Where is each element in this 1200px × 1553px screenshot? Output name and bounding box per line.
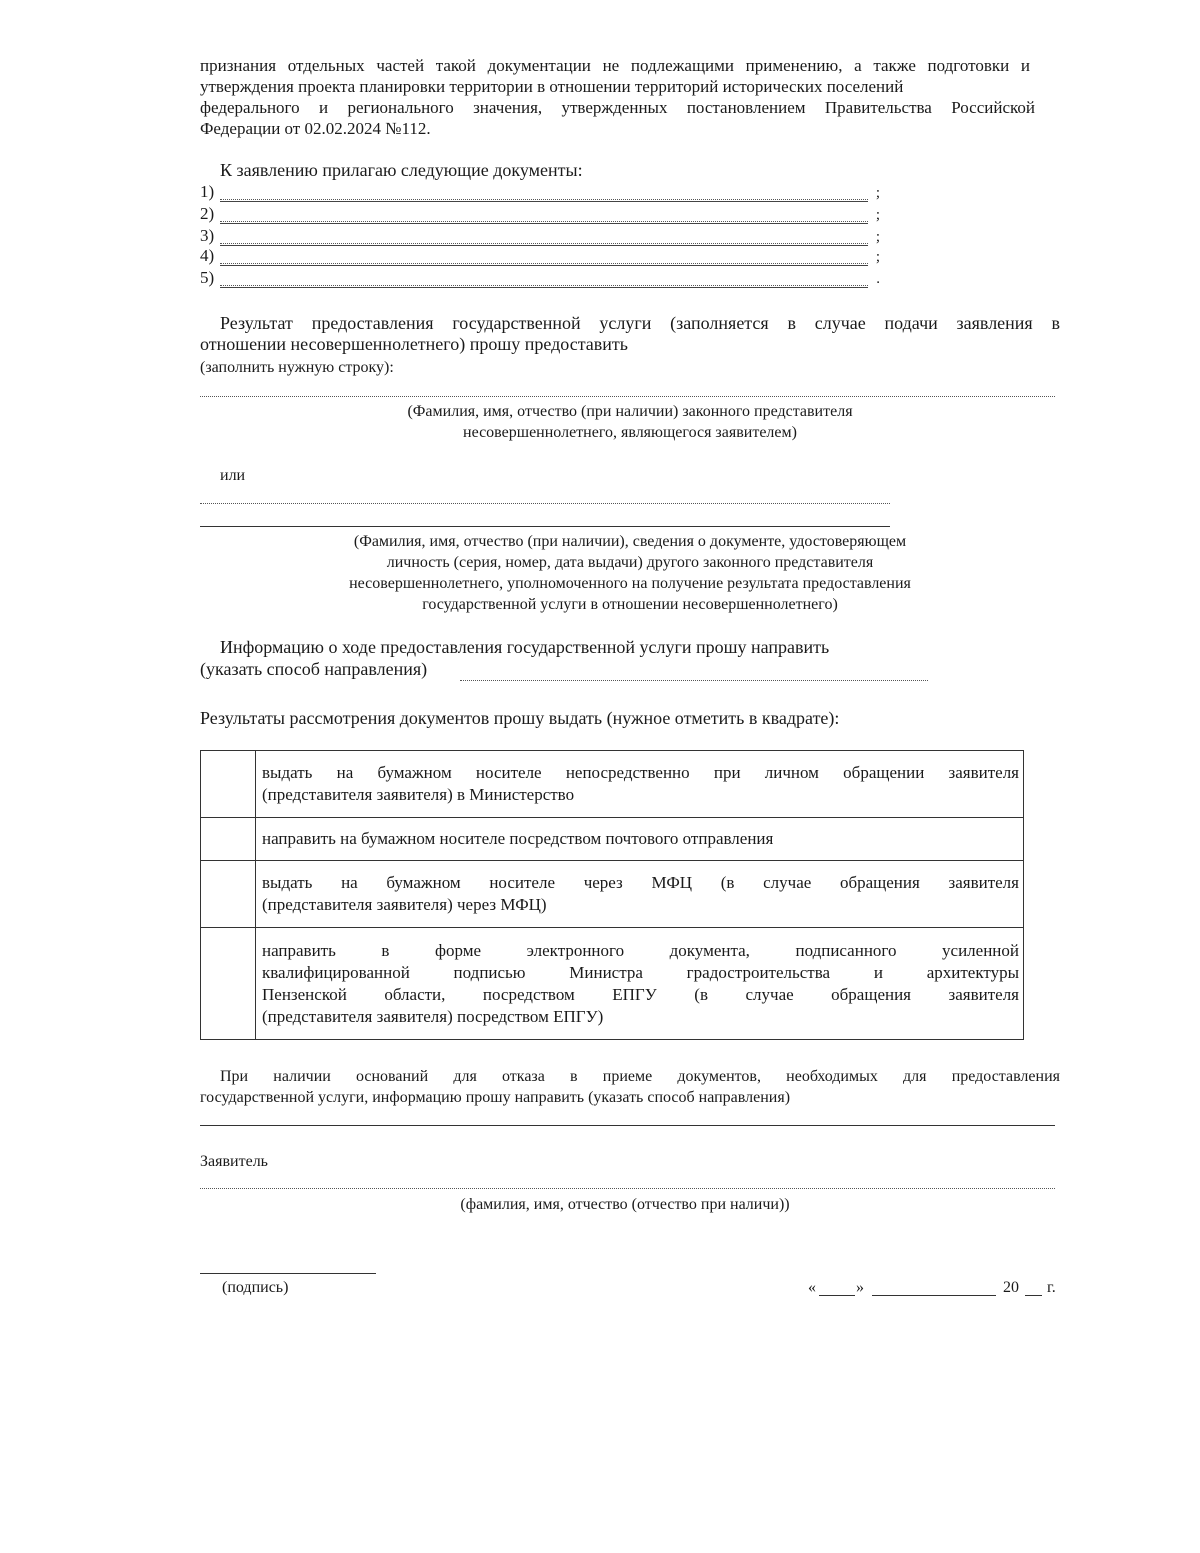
attachment-number: 5) [200, 268, 215, 287]
info-line-1: Информацию о ходе предоставления государственной услуги прошу направить [220, 637, 830, 657]
attachment-fill-line[interactable] [220, 221, 868, 222]
legal-rep-caption-2: несовершеннолетнего, являющегося заявителем) [463, 424, 797, 441]
attachment-fill-line[interactable] [220, 199, 868, 200]
intro-line-1: признания отдельных частей такой документации не подлежащими применению, а также подготовки и [200, 56, 1030, 75]
option-line: направить на бумажном носителе посредством почтового отправления [262, 829, 774, 848]
attachment-fill-line[interactable] [220, 263, 868, 264]
attachment-terminator: ; [875, 229, 880, 245]
result-line-2: отношении несовершеннолетнего) прошу предоставить [200, 334, 628, 354]
intro-line-3: федерального и регионального значения, утвержденных постановлением Правительства Российской [200, 98, 1035, 117]
option-line: выдать на бумажном носителе через МФЦ (в случае обращения заявителя [262, 873, 1019, 892]
other-rep-caption-1: (Фамилия, имя, отчество (при наличии), сведения о документе, удостоверяющем [353, 533, 907, 550]
info-method-fill-line[interactable] [460, 680, 928, 681]
attachment-row-5[interactable] [200, 268, 880, 292]
delivery-option-text [256, 861, 1024, 928]
applicant-name-caption: (фамилия, имя, отчество (отчество при наличи)) [460, 1196, 790, 1213]
delivery-option-text [256, 818, 1024, 861]
delivery-option-text [256, 928, 1024, 1040]
attachment-terminator: ; [875, 249, 880, 265]
legal-rep-fill-line[interactable] [200, 396, 1055, 397]
attachment-terminator: ; [875, 207, 880, 223]
delivery-options-table [200, 750, 1024, 1040]
intro-line-2: утверждения проекта планировки территории в отношении территорий исторических поселений [200, 77, 904, 96]
delivery-option-row [201, 818, 1024, 861]
attachment-fill-line[interactable] [220, 243, 868, 244]
date-year-prefix: 20 [1003, 1279, 1019, 1296]
other-rep-fill-line-2[interactable] [200, 526, 890, 527]
refusal-line-2: государственной услуги, информацию прошу направить (указать способ направления) [200, 1089, 791, 1106]
attachment-number: 4) [200, 246, 215, 265]
attachment-row-4[interactable] [200, 246, 880, 270]
attachment-fill-line[interactable] [220, 285, 868, 286]
delivery-option-row [201, 928, 1024, 1040]
date-year-fill-line[interactable] [1025, 1295, 1042, 1296]
applicant-name-fill-line[interactable] [200, 1188, 1055, 1189]
result-line-3: (заполнить нужную строку): [200, 359, 394, 376]
signature-caption: (подпись) [222, 1279, 289, 1296]
refusal-line-1: При наличии оснований для отказа в приеме документов, необходимых для предоставления [220, 1068, 1060, 1085]
attachment-terminator: ; [875, 185, 880, 201]
option-line: (представителя заявителя) в Министерство [262, 785, 575, 804]
other-rep-fill-line-1[interactable] [200, 503, 890, 504]
date-month-fill-line[interactable] [872, 1295, 996, 1296]
date-quote-open: « [808, 1279, 816, 1296]
option-line: (представителя заявителя) через МФЦ) [262, 895, 547, 914]
attachment-row-1[interactable] [200, 182, 880, 206]
other-rep-caption-2: личность (серия, номер, дата выдачи) другого законного представителя [386, 554, 874, 571]
result-line-1: Результат предоставления государственной услуги (заполняется в случае подачи заявления в [220, 313, 1060, 333]
date-year-suffix: г. [1047, 1279, 1056, 1296]
delivery-option-row [201, 861, 1024, 928]
attachment-number: 1) [200, 182, 215, 201]
option-line: (представителя заявителя) посредством ЕПГУ) [262, 1006, 604, 1026]
attachment-number: 2) [200, 204, 215, 223]
refusal-method-fill-line[interactable] [200, 1125, 1055, 1126]
option-line: Пензенской области, посредством ЕПГУ (в случае обращения заявителя [262, 984, 1019, 1004]
option-line: выдать на бумажном носителе непосредственно при личном обращении заявителя [262, 763, 1019, 782]
option-line: квалифицированной подписью Министра градостроительства и архитектуры [262, 962, 1019, 982]
delivery-checkbox-in-person[interactable] [201, 751, 256, 818]
attachments-heading: К заявлению прилагаю следующие документы: [220, 160, 583, 180]
intro-line-4: Федерации от 02.02.2024 №112. [200, 119, 431, 138]
attachment-row-2[interactable] [200, 204, 880, 228]
delivery-option-text [256, 751, 1024, 818]
or-label: или [220, 467, 246, 484]
attachment-terminator: . [876, 271, 880, 287]
applicant-label: Заявитель [200, 1153, 268, 1170]
option-line: направить в форме электронного документа, подписанного усиленной [262, 940, 1019, 960]
date-day-fill-line[interactable] [819, 1295, 855, 1296]
delivery-option-row [201, 751, 1024, 818]
attachment-number: 3) [200, 226, 215, 245]
delivery-checkbox-post[interactable] [201, 818, 256, 861]
delivery-checkbox-epgu[interactable] [201, 928, 256, 1040]
delivery-checkbox-mfc[interactable] [201, 861, 256, 928]
other-rep-caption-3: несовершеннолетнего, уполномоченного на получение результата предоставления [349, 575, 911, 592]
legal-rep-caption-1: (Фамилия, имя, отчество (при наличии) законного представителя [407, 403, 853, 420]
signature-fill-line[interactable] [200, 1273, 376, 1274]
date-quote-close: » [856, 1279, 864, 1296]
other-rep-caption-4: государственной услуги в отношении несовершеннолетнего) [422, 596, 838, 613]
delivery-heading: Результаты рассмотрения документов прошу выдать (нужное отметить в квадрате): [200, 708, 840, 728]
info-line-2: (указать способ направления) [200, 659, 428, 679]
